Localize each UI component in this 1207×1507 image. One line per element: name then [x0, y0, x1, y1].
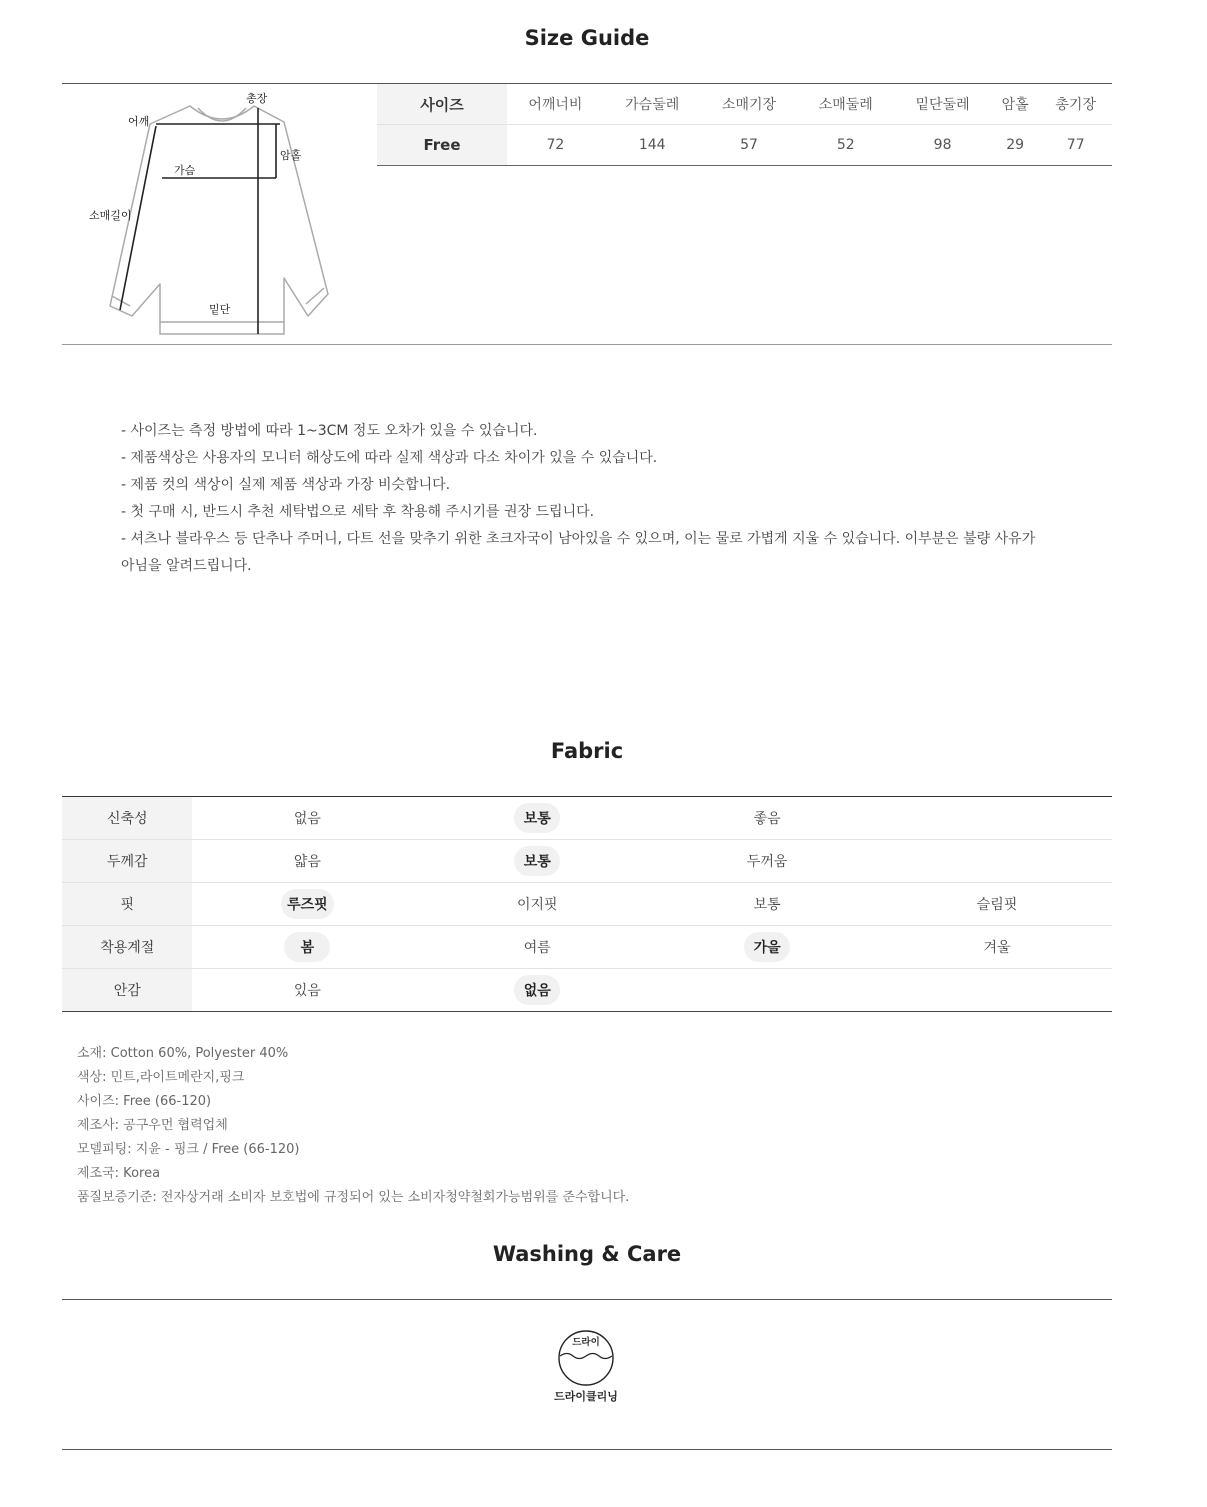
fabric-row-label: 핏 — [62, 883, 192, 926]
fabric-option-cell — [192, 797, 422, 840]
size-column-header: 소매둘레 — [797, 84, 894, 125]
fabric-option-cell — [422, 969, 652, 1012]
size-header-cell: 사이즈 — [377, 84, 507, 125]
fabric-option: 이지핏 — [517, 897, 558, 913]
note-line: 아님을 알려드립니다. — [121, 558, 252, 574]
fabric-row — [62, 926, 1112, 969]
size-column-header: 암홀 — [991, 84, 1039, 125]
size-value-cell: 98 — [894, 125, 991, 166]
fabric-row-label: 두께감 — [62, 840, 192, 883]
info-line: 색상: 민트,라이트메란지,핑크 — [77, 1070, 245, 1085]
fabric-option-selected: 가을 — [744, 932, 790, 962]
fabric-option: 좋음 — [753, 811, 781, 827]
fabric-option-cell — [192, 969, 422, 1012]
fabric-row-label: 안감 — [62, 969, 192, 1012]
size-value-cell: 57 — [701, 125, 798, 166]
fabric-table — [62, 797, 1112, 1012]
care-title: Washing & Care — [492, 1242, 682, 1266]
diagram-label-shoulder: 어깨 — [128, 115, 150, 128]
fabric-option-cell — [882, 797, 1112, 840]
care-top-rule — [62, 1299, 1112, 1300]
dry-clean-label: 드라이클리닝 — [554, 1390, 618, 1403]
note-line: - 제품 컷의 색상이 실제 제품 색상과 가장 비슷합니다. — [121, 477, 451, 493]
size-table — [377, 84, 1112, 166]
size-value-cell: 77 — [1039, 125, 1112, 166]
fabric-row — [62, 969, 1112, 1012]
size-column-header: 가슴둘레 — [604, 84, 701, 125]
fabric-option-cell — [192, 883, 422, 926]
size-guide-title: Size Guide — [524, 26, 650, 50]
fabric-row — [62, 797, 1112, 840]
fabric-option-selected: 루즈핏 — [281, 889, 334, 919]
note-line: - 첫 구매 시, 반드시 추천 세탁법으로 세탁 후 착용해 주시기를 권장 드립니다. — [121, 504, 595, 520]
dry-clean-icon-text: 드라이 — [572, 1337, 600, 1348]
fabric-option-cell — [652, 883, 882, 926]
care-bottom-rule — [62, 1449, 1112, 1450]
info-line: 모델피팅: 지윤 - 핑크 / Free (66-120) — [77, 1142, 300, 1157]
size-value-cell: 144 — [604, 125, 701, 166]
fabric-option: 슬림핏 — [976, 897, 1018, 913]
fabric-option-cell — [192, 926, 422, 969]
fabric-option: 겨울 — [983, 940, 1011, 956]
size-value-cell: 72 — [507, 125, 604, 166]
fabric-option: 있음 — [293, 983, 321, 999]
fabric-option-cell — [652, 840, 882, 883]
fabric-option-cell — [882, 969, 1112, 1012]
fabric-option-cell — [652, 926, 882, 969]
fabric-option-selected: 보통 — [514, 846, 560, 876]
fabric-option: 없음 — [293, 811, 321, 827]
product-info — [77, 1042, 629, 1210]
fabric-option-cell — [882, 926, 1112, 969]
fabric-title: Fabric — [550, 739, 624, 763]
note-line: - 셔츠나 블라우스 등 단추나 주머니, 다트 선을 맞추기 위한 초크자국이 남아있을 수 있으며, 이는 물로 가볍게 지울 수 있습니다. 이부분은 불량 사유가 — [121, 531, 1036, 547]
size-name-cell: Free — [377, 125, 507, 166]
diagram-label-sleeve: 소매길이 — [89, 209, 132, 222]
diagram-label-armhole: 암홀 — [280, 149, 302, 162]
fabric-option-cell — [652, 969, 882, 1012]
fabric-option-cell — [422, 883, 652, 926]
fabric-option: 두꺼움 — [746, 854, 788, 870]
size-value-cell: 29 — [991, 125, 1039, 166]
fabric-option-cell — [882, 840, 1112, 883]
size-table-row — [377, 125, 1112, 166]
info-line: 소재: Cotton 60%, Polyester 40% — [77, 1046, 289, 1061]
sweatshirt-diagram — [62, 84, 362, 344]
size-notes — [121, 418, 1061, 580]
diagram-label-total-length: 총장 — [246, 92, 268, 105]
size-value-cell: 52 — [797, 125, 894, 166]
fabric-option-cell — [422, 840, 652, 883]
fabric-option-cell — [192, 840, 422, 883]
note-line: - 제품색상은 사용자의 모니터 해상도에 따라 실제 색상과 다소 차이가 있을 수 있습니다. — [121, 450, 658, 466]
note-line: - 사이즈는 측정 방법에 따라 1~3CM 정도 오차가 있을 수 있습니다. — [121, 423, 538, 439]
fabric-option: 여름 — [523, 940, 551, 956]
fabric-option-selected: 없음 — [514, 975, 560, 1005]
info-line: 사이즈: Free (66-120) — [77, 1094, 212, 1109]
size-table-header-row — [377, 84, 1112, 125]
info-line: 제조사: 공구우먼 협력업체 — [77, 1118, 228, 1133]
fabric-option-cell — [422, 926, 652, 969]
size-column-header: 밑단둘레 — [894, 84, 991, 125]
size-column-header: 어깨너비 — [507, 84, 604, 125]
fabric-option-selected: 보통 — [514, 803, 560, 833]
fabric-row-label: 신축성 — [62, 797, 192, 840]
fabric-row — [62, 840, 1112, 883]
garment-outline — [110, 106, 328, 334]
fabric-option-cell — [882, 883, 1112, 926]
fabric-option: 얇음 — [293, 854, 321, 870]
dry-clean-icon — [557, 1329, 615, 1387]
size-guide-bottom-rule — [62, 344, 1112, 345]
fabric-row — [62, 883, 1112, 926]
fabric-row-label: 착용계절 — [62, 926, 192, 969]
size-column-header: 소매기장 — [701, 84, 798, 125]
fabric-option-selected: 봄 — [284, 932, 330, 962]
size-column-header: 총기장 — [1039, 84, 1112, 125]
diagram-label-hem: 밑단 — [209, 303, 231, 316]
fabric-option-cell — [652, 797, 882, 840]
diagram-label-chest: 가슴 — [174, 164, 196, 177]
info-line: 제조국: Korea — [77, 1166, 161, 1181]
fabric-option-cell — [422, 797, 652, 840]
info-line: 품질보증기준: 전자상거래 소비자 보호법에 규정되어 있는 소비자청약철회가능범위를 준수합니다. — [77, 1190, 630, 1205]
fabric-option: 보통 — [753, 897, 781, 913]
